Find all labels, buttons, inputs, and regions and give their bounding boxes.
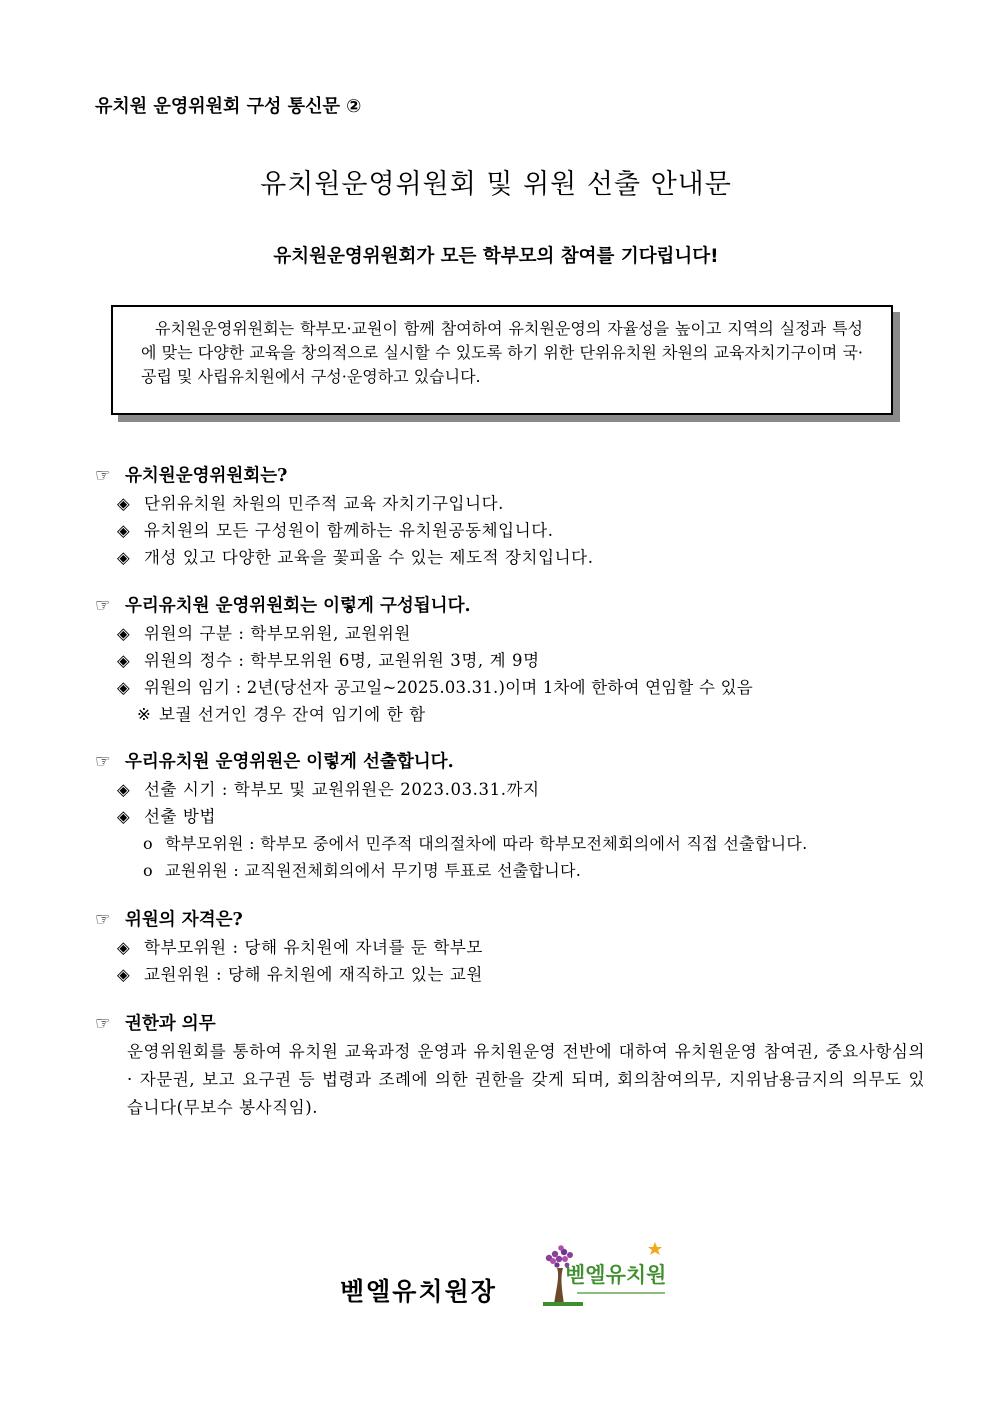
diamond-bullet-icon: ◈	[117, 651, 131, 670]
diamond-bullet-icon: ◈	[117, 521, 131, 540]
intro-text: 유치원운영위원회는 학부모·교원이 함께 참여하여 유치원운영의 자율성을 높이고 지역의 실정과 특성에 맞는 다양한 교육을 창의적으로 실시할 수 있도록 하기 위한 단위유치원 차원의 교육자치기구이며 국·공립 및 사립유치원에서 구성·운영하고 있습니다.	[141, 319, 863, 386]
diamond-bullet-icon: ◈	[117, 624, 131, 643]
list-item: ◈ 위원의 구분 : 학부모위원, 교원위원	[95, 620, 925, 647]
sub-item: o 교원위원 : 교직원전체회의에서 무기명 투표로 선출합니다.	[95, 857, 925, 884]
section-rights-duties	[95, 1010, 925, 1122]
list-item: ◈ 개성 있고 다양한 교육을 꽃피울 수 있는 제도적 장치입니다.	[95, 544, 925, 571]
note-item: ※ 보궐 선거인 경우 잔여 임기에 한 함	[95, 701, 925, 728]
section-election	[95, 748, 925, 884]
section-heading: ☞ 권한과 의무	[95, 1010, 925, 1038]
sub-item: o 학부모위원 : 학부모 중에서 민주적 대의절차에 따라 학부모전체회의에서 직접 선출합니다.	[95, 830, 925, 857]
list-item: ◈ 학부모위원 : 당해 유치원에 자녀를 둔 학부모	[95, 934, 925, 961]
tree-logo-icon	[543, 1238, 669, 1308]
kindergarten-logo	[543, 1238, 669, 1308]
section-heading: ☞ 우리유치원 운영위원회는 이렇게 구성됩니다.	[95, 592, 925, 620]
document-subtitle: 유치원운영위원회가 모든 학부모의 참여를 기다립니다!	[273, 246, 719, 267]
diamond-bullet-icon: ◈	[117, 678, 130, 697]
pointing-hand-icon: ☞	[95, 466, 111, 486]
circle-bullet-icon: o	[143, 861, 153, 880]
principal-signature: 벧엘유치원장	[340, 1277, 497, 1306]
logo-wordmark: 벧엘유치원	[565, 1263, 667, 1287]
section-heading: ☞ 우리유치원 운영위원은 이렇게 선출합니다.	[95, 748, 925, 776]
rights-paragraph: 운영위원회를 통하여 유치원 교육과정 운영과 유치원운영 전반에 대하여 유치원운영 참여권, 중요사항심의 · 자문권, 보고 요구권 등 법령과 조례에 의한 권한을 갖게 되며, 회의참여의무, 지위남용금지의 의무도 있습니다(무보수 봉사직임).	[127, 1042, 925, 1117]
diamond-bullet-icon: ◈	[117, 965, 131, 984]
diamond-bullet-icon: ◈	[117, 780, 131, 799]
list-item: ◈ 선출 방법	[95, 803, 925, 830]
diamond-bullet-icon: ◈	[117, 548, 131, 567]
list-item: ◈ 교원위원 : 당해 유치원에 재직하고 있는 교원	[95, 961, 925, 988]
pointing-hand-icon: ☞	[95, 752, 111, 772]
section-qualification	[95, 906, 925, 988]
section-composition	[95, 592, 925, 728]
intro-box	[111, 305, 893, 415]
document-header-label: 유치원 운영위원회 구성 통신문 ②	[95, 96, 362, 117]
pointing-hand-icon: ☞	[95, 1014, 111, 1034]
list-item: ◈ 단위유치원 차원의 민주적 교육 자치기구입니다.	[95, 490, 925, 517]
section-heading: ☞ 위원의 자격은?	[95, 906, 925, 934]
list-item: ◈ 유치원의 모든 구성원이 함께하는 유치원공동체입니다.	[95, 517, 925, 544]
section-heading: ☞ 유치원운영위원회는?	[95, 462, 925, 490]
pointing-hand-icon: ☞	[95, 910, 111, 930]
reference-mark-icon: ※	[137, 705, 152, 724]
circle-bullet-icon: o	[143, 834, 153, 853]
section-what-is	[95, 462, 925, 571]
list-item: ◈ 위원의 임기 : 2년(당선자 공고일~2025.03.31.)이며 1차에 한하여 연임할 수 있음	[95, 674, 925, 701]
diamond-bullet-icon: ◈	[117, 494, 131, 513]
list-item: ◈ 선출 시기 : 학부모 및 교원위원은 2023.03.31.까지	[95, 776, 925, 803]
document-title: 유치원운영위원회 및 위원 선출 안내문	[260, 169, 732, 200]
diamond-bullet-icon: ◈	[117, 807, 131, 826]
pointing-hand-icon: ☞	[95, 596, 111, 616]
diamond-bullet-icon: ◈	[117, 938, 131, 957]
list-item: ◈ 위원의 정수 : 학부모위원 6명, 교원위원 3명, 계 9명	[95, 647, 925, 674]
